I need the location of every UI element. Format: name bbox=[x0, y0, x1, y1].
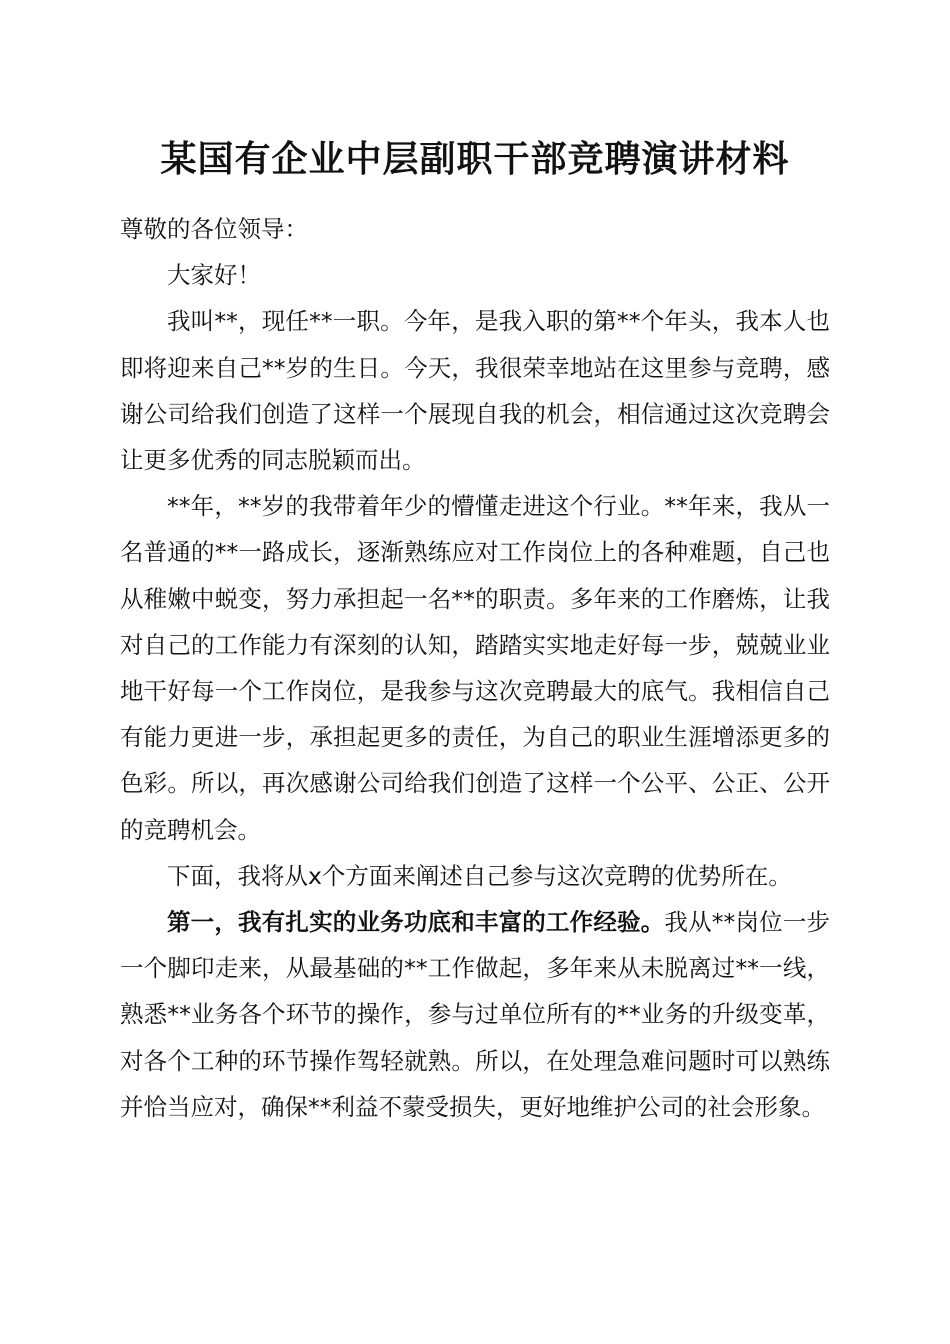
paragraph-career: **年，**岁的我带着年少的懵懂走进这个行业。**年来，我从一名普通的**一路成长，逐渐熟练应对工作岗位上的各种难题，自己也从稚嫩中蜕变，努力承担起一名**的职责。多年来的工作磨炼，让我对自己的工作能力有深刻的认知，踏踏实实地走好每一步，兢兢业业地干好每一个工作岗位，是我参与这次竞聘最大的底气。我相信自己有能力更进一步，承担起更多的责任，为自己的职业生涯增添更多的色彩。所以，再次感谢公司给我们创造了这样一个公平、公正、公开的竞聘机会。 bbox=[120, 492, 830, 844]
document-body bbox=[120, 206, 830, 1130]
point-one-lead: 第一，我有扎实的业务功底和丰富的工作经验。 bbox=[167, 908, 665, 937]
paragraph-overview: 下面，我将从x个方面来阐述自己参与这次竞聘的优势所在。 bbox=[167, 861, 792, 890]
paragraph-point-one bbox=[120, 899, 830, 1130]
point-one-text: 我从**岗位一步一个脚印走来，从最基础的**工作做起，多年来从未脱离过**一线，熟悉**业务各个环节的操作，参与过单位所有的**业务的升级变革，对各个工种的环节操作驾轻就熟。所以，在处理急难问题时可以熟练并恰当应对，确保**利益不蒙受损失，更好地维护公司的社会形象。 bbox=[120, 908, 831, 1121]
document-title: 某国有企业中层副职干部竞聘演讲材料 bbox=[160, 138, 790, 180]
greeting: 大家好！ bbox=[167, 261, 261, 290]
salutation: 尊敬的各位领导： bbox=[120, 215, 308, 243]
paragraph-introduction: 我叫**，现任**一职。今年，是我入职的第**个年头，我本人也即将迎来自己**岁的生日。今天，我很荣幸地站在这里参与竞聘，感谢公司给我们创造了这样一个展现自我的机会，相信通过这次竞聘会让更多优秀的同志脱颖而出。 bbox=[120, 307, 830, 475]
